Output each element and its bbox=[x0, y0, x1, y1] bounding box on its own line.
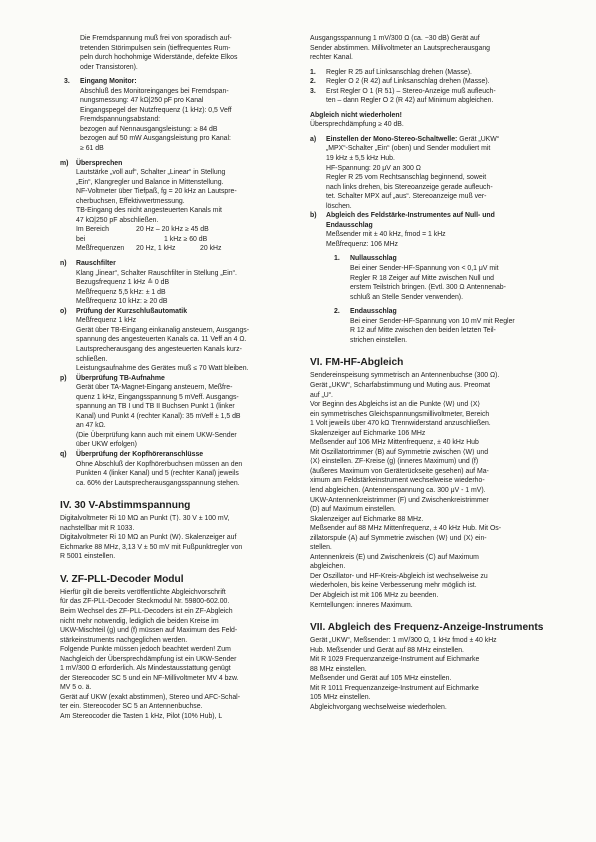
section-letter: b) bbox=[310, 212, 317, 220]
text-line: Vor Beginn des Abgleichs ist an die Punkte ⟨W⟩ und ⟨X⟩ bbox=[310, 401, 481, 409]
text-line: Gerät über TB-Eingang einkanalig ansteuern, Ausgangs- bbox=[76, 326, 250, 334]
text-line: oder Transistoren). bbox=[80, 63, 138, 71]
step-list-item: 3. Erst Regler O 1 (R 51) – Stereo-Anzeige muß aufleuch- ten – dann Regler O 2 (R 42) auf Minimum abgleichen. bbox=[310, 87, 558, 106]
section-b-field-strength bbox=[310, 211, 558, 345]
text-line: ca. 60% der Lautsprecherausgangsspannung stehen. bbox=[76, 479, 240, 487]
text-line: cherbuchsen, Effektivwertmessung. bbox=[76, 197, 185, 205]
text-line: Meßfrequenz 5,5 kHz: ± 1 dB bbox=[76, 288, 166, 296]
section-o-short-circuit bbox=[60, 307, 316, 374]
text-line: nachstellbar mit R 1033. bbox=[60, 524, 135, 532]
right-column bbox=[310, 34, 558, 712]
section-letter: a) bbox=[310, 135, 317, 143]
section-letter: o) bbox=[60, 307, 67, 315]
text-line: Hub. Meßsender und Gerät auf 88 MHz einstellen. bbox=[310, 646, 464, 654]
text-line: der Stereocoder SC 5 und ein NF-Millivoltmeter MV 4 bzw. bbox=[60, 674, 239, 682]
text-line: Skalenzeiger auf Eichmarke 106 MHz bbox=[310, 429, 426, 437]
text-line: UKW-Mischteil (g) und (f) müssen auf Maximum des Feld- bbox=[60, 627, 238, 635]
text-line: ein symmetrisches Gleichspannungsmillivoltmeter, Bereich bbox=[310, 410, 490, 418]
section-heading: IV. 30 V-Abstimmspannung bbox=[60, 500, 191, 512]
text-line: Gerät über TA-Magnet-Eingang ansteuern, Meßfre- bbox=[76, 384, 233, 392]
text-line: Übersprechdämpfung ≥ 40 dB. bbox=[310, 121, 404, 129]
text-line: 47 kΩ|250 pF abschließen. bbox=[76, 216, 159, 224]
text-line: Leistungsaufnahme des Gerätes muß ≤ 70 Watt bleiben. bbox=[76, 365, 249, 373]
text-line: 1 mV/300 Ω erforderlich. Als Mindestausstattung genügt bbox=[60, 665, 231, 673]
text-line: Gerät „UKW“, Scharfabstimmung und Muting aus. Preomat bbox=[310, 381, 490, 389]
text-line: Am Stereocoder die Tasten 1 kHz, Pilot (10% Hub), L bbox=[60, 713, 223, 720]
section-title: Endausschlag bbox=[326, 221, 373, 229]
text-line: Abschluß des Monitoreinganges bei Fremdspan- bbox=[80, 87, 229, 95]
text-line: Mit R 1029 Frequenzanzeige-Instrument auf Eichmarke bbox=[310, 656, 480, 664]
text-line: Bezugsfrequenz 1 kHz ≙ 0 dB bbox=[76, 279, 170, 287]
text-line: TB-Eingang des nicht angesteuerten Kanals mit bbox=[76, 207, 222, 215]
text-line: nicht mehr notwendig, lediglich die beiden Kreise im bbox=[60, 617, 219, 625]
text-line: bezogen auf Nennausgangsleistung: ≥ 84 dB bbox=[80, 125, 218, 133]
sub-step-title: Nullausschlag bbox=[350, 255, 397, 263]
text-line: Ausgangsspannung 1 mV/300 Ω (ca. −30 dB) Gerät auf bbox=[310, 35, 480, 42]
repeat-warning: Abgleich nicht wiederholen! bbox=[310, 111, 402, 119]
text-line: Punkten 4 (linker Kanal) und 5 (rechter Kanal) jeweils bbox=[76, 470, 239, 478]
text-line: quenz 1 kHz, Eingangsspannung 5 mVeff. Ausgangs- bbox=[76, 393, 239, 401]
measurement-row: bei 1 kHz ≥ 60 dB bbox=[76, 235, 208, 243]
text-line: Klang „linear“, Schalter Rauschfilter in Stellung „Ein“. bbox=[76, 269, 237, 277]
text-line: Meßsender mit ± 40 kHz, fmod = 1 kHz bbox=[326, 231, 446, 239]
text-line: Gerät „UKW“, Meßsender: 1 mV/300 Ω, 1 kHz fmod ± 40 kHz bbox=[310, 637, 497, 645]
step-list-item: 1. Regler R 25 auf Linksanschlag drehen (Masse). bbox=[310, 68, 558, 78]
text-line: stellen. bbox=[310, 544, 332, 552]
section-title: Prüfung der Kurzschlußautomatik bbox=[76, 307, 188, 315]
text-line: MV 5 o. ä. bbox=[60, 684, 92, 692]
section-title: Überprüfung der Kopfhöreranschlüsse bbox=[76, 450, 204, 458]
measurement-row: Im Bereich 20 Hz – 20 kHz ≥ 45 dB bbox=[76, 226, 209, 234]
text-line: spannung des angesteuerten Kanals ca. 11 Veff an 4 Ω. bbox=[76, 336, 247, 344]
section-heading: VI. FM-HF-Abgleich bbox=[310, 357, 404, 369]
text-line: (D) auf Maximum einstellen. bbox=[310, 506, 396, 514]
text-line: Ohne Abschluß der Kopfhörerbuchsen müssen an den bbox=[76, 460, 243, 468]
text-line: Beim Wechsel des ZF-PLL-Decoders ist ein ZF-Abgleich bbox=[60, 607, 233, 615]
text-line: strichen einstellen. bbox=[350, 336, 408, 344]
step-list-item: 2. Regler O 2 (R 42) auf Linksanschlag drehen (Masse). bbox=[310, 77, 558, 87]
sub-step: 2. Endausschlag Bei einer Sender-HF-Spannung von 10 mV mit Regler R 12 auf Mitte zwischen den beiden letzten Teil- strichen einstellen. bbox=[326, 307, 558, 345]
text-line: Meßfrequenz: 106 MHz bbox=[326, 240, 398, 248]
text-line: Kerntellungen: inneres Maximum. bbox=[310, 601, 413, 609]
text-line: nach links drehen, bis Stereoanzeige gerade aufleuch- bbox=[326, 183, 493, 191]
section-a-mono-stereo: a) Einstellen der Mono-Stereo-Schaltwelle: Gerät „UKW“ „MPX“-Schalter „Ein“ (oben) und Sender moduliert mit 19 kHz ± 5,5 kHz Hub. HF-Spannung: 20 μV an 300 Ω Regler R 25 vom Rechtsanschlag beginnend, soweit nach links drehen, bis Stereoanzeige gerade aufleuch- tet. Schalter MPX auf „aus“. Stereoanzeige muß ver- löschen. bbox=[310, 135, 558, 211]
text-line: Lautsprecherausgang des angesteuerten Kanals kurz- bbox=[76, 345, 242, 353]
text-line: Digitalvoltmeter Ri 10 MΩ an Punkt ⟨W⟩. Skalenzeiger auf bbox=[60, 534, 237, 542]
text-line: schluß an Stelle Sender verwenden). bbox=[350, 293, 463, 301]
section-vi-fm-hf bbox=[310, 357, 558, 610]
section-letter: n) bbox=[60, 260, 67, 268]
text-line: bezogen auf 50 mW Ausgangsleistung pro Kanal: bbox=[80, 135, 231, 143]
text-line: Sendereinspeisung symmetrisch an Antennenbuchse (300 Ω). bbox=[310, 372, 500, 380]
text-line: ter ein. Stereocoder SC 5 an Antennenbuchse. bbox=[60, 703, 203, 711]
section-letter: p) bbox=[60, 374, 67, 382]
sub-step-title: Endausschlag bbox=[350, 308, 397, 316]
text-line: abgleichen. bbox=[310, 563, 346, 571]
text-line: Meßfrequenz 1 kHz bbox=[76, 317, 137, 325]
text-line: ⟨X⟩ einstellen. ZF-Kreise (g) (inneres Maximum) und (f) bbox=[310, 458, 479, 466]
text-line: spannung an TB I und TB II Buchsen Punkt 1 (linker bbox=[76, 403, 235, 411]
text-line: Mit R 1011 Frequenzanzeige-Instrument auf Eichmarke bbox=[310, 684, 479, 692]
text-line: (äußeres Maximum von Geräterückseite gesehen) auf Ma- bbox=[310, 467, 489, 475]
intro-paragraph bbox=[60, 34, 316, 72]
text-line: an 47 kΩ. bbox=[76, 422, 106, 430]
intro-paragraph bbox=[310, 34, 558, 63]
text-line: 1 Volt jeweils über 470 kΩ Trennwiderstand anzuschließen. bbox=[310, 420, 491, 428]
text-line: 105 MHz einstellen. bbox=[310, 694, 371, 702]
text-line: Abgleichvorgang wechselweise wiederholen. bbox=[310, 703, 447, 711]
text-line: schließen. bbox=[76, 355, 108, 363]
text-line: tet. Schalter MPX auf „aus“. Stereoanzeige muß ver- bbox=[326, 193, 487, 201]
text-line: UKW-Antennenkreistrimmer (F) und Zwischenkreistrimmer bbox=[310, 496, 489, 504]
text-line: ximum am Feldstärkeinstrument wechselweise wiederho- bbox=[310, 477, 485, 485]
section-iv-tuning-voltage bbox=[60, 500, 316, 562]
text-line: nungsmessung: 47 kΩ|250 pF pro Kanal bbox=[80, 97, 204, 105]
text-line: Skalenzeiger auf Eichmarke 88 MHz. bbox=[310, 515, 424, 523]
text-line: NF-Voltmeter über Tiefpaß, fg = 20 kHz an Lautspre- bbox=[76, 188, 237, 196]
section-title: Eingang Monitor: bbox=[80, 78, 137, 86]
section-vii-frequency-display bbox=[310, 622, 558, 712]
section-q-headphones bbox=[60, 450, 316, 488]
section-letter: q) bbox=[60, 450, 67, 458]
text-line: wiederholen, bis keine Verbesserung mehr möglich ist. bbox=[310, 582, 477, 590]
text-line: lend abgleichen. (Antennenspannung ca. 300 μV - 1 mV). bbox=[310, 486, 486, 494]
section-p-tape-recording bbox=[60, 374, 316, 450]
text-line: Meßfrequenz 10 kHz: ≥ 20 dB bbox=[76, 298, 168, 306]
text-line: Meßsender auf 88 MHz Mittenfrequenz, ± 40 kHz Hub. Mit Os- bbox=[310, 525, 502, 533]
text-line: erstem Teilstrich bringen. (Evtl. 300 Ω Antennenab- bbox=[350, 284, 506, 292]
text-line: Eingangspegel der Nutzfrequenz (1 kHz): 0,5 Veff bbox=[80, 106, 232, 114]
text-line: Erst Regler O 1 (R 51) – Stereo-Anzeige muß aufleuch- bbox=[326, 87, 496, 95]
text-line: Die Fremdspannung muß frei von sporadisch auf- bbox=[80, 35, 232, 42]
text-line: Bei einer Sender-HF-Spannung von 10 mV mit Regler bbox=[350, 317, 515, 325]
text-line: Der Oszillator- und HF-Kreis-Abgleich ist wechselweise zu bbox=[310, 572, 488, 580]
text-line: Antennenkreis (E) und Zwischenkreis (C) auf Maximum bbox=[310, 553, 479, 561]
text-line: Folgende Punkte müssen jedoch beachtet werden! Zum bbox=[60, 646, 231, 654]
text-line: Der Abgleich ist mit 106 MHz zu beenden. bbox=[310, 591, 439, 599]
left-column bbox=[60, 34, 316, 722]
text-line: zillatorspule (A) auf Symmetrie zwischen ⟨W⟩ und ⟨X⟩ ein- bbox=[310, 534, 487, 542]
text-line: stärkeinstruments nachgeglichen werden. bbox=[60, 636, 188, 644]
text-line: Regler R 25 vom Rechtsanschlag beginnend, soweit bbox=[326, 174, 487, 182]
text-line: (Die Überprüfung kann auch mit einem UKW-Sender bbox=[76, 431, 237, 439]
text-line: Bei einer Sender-HF-Spannung von < 0,1 μV mit bbox=[350, 265, 499, 273]
text-line: HF-Spannung: 20 μV an 300 Ω bbox=[326, 164, 421, 172]
text-line: R 12 auf Mitte zwischen den beiden letzten Teil- bbox=[350, 327, 496, 335]
section-title: Übersprechen bbox=[76, 159, 123, 167]
text-line: Eichmarke 88 MHz, 3,13 V ± 50 mV mit Fußpunktregler von bbox=[60, 543, 243, 551]
text-line: 88 MHz einstellen. bbox=[310, 665, 367, 673]
sub-step: 1. Nullausschlag Bei einer Sender-HF-Spannung von < 0,1 μV mit Regler R 18 Zeiger auf Mitte zwischen Null und erstem Teilstrich bringen. (Evtl. 300 Ω Antennenab- schluß an Stelle Sender verwenden). bbox=[326, 254, 558, 302]
text-line: Regler R 18 Zeiger auf Mitte zwischen Null und bbox=[350, 274, 495, 282]
measurement-row: Meßfrequenzen 20 Hz, 1 kHz 20 kHz bbox=[76, 245, 222, 253]
text-line: Nachgleich der Übersprechdämpfung ist ein UKW-Sender bbox=[60, 655, 237, 663]
section-title: Einstellen der Mono-Stereo-Schaltwelle: bbox=[326, 135, 458, 143]
text-line: Regler O 2 (R 42) auf Linksanschlag drehen (Masse). bbox=[326, 78, 490, 86]
text-line: Kanal) und Punkt 4 (rechter Kanal): 35 mVeff ± 1,5 dB bbox=[76, 412, 241, 420]
text-line: Digitalvoltmeter Ri 10 MΩ an Punkt ⟨T⟩. 30 V ± 100 mV, bbox=[60, 515, 230, 523]
text-line: „MPX“-Schalter „Ein“ (oben) und Sender moduliert mit bbox=[326, 145, 491, 153]
section-title: Abgleich des Feldstärke-Instrumentes auf Null- und bbox=[326, 212, 495, 220]
text-line: ≥ 61 dB bbox=[80, 145, 104, 153]
text-line: über UKW erfolgen) bbox=[76, 441, 137, 449]
text-line: Meßsender und Gerät auf 105 MHz einstellen. bbox=[310, 675, 452, 683]
text-line: Meßsender auf 106 MHz Mittenfrequenz, ± 40 kHz Hub bbox=[310, 439, 479, 447]
section-title: Rauschfilter bbox=[76, 260, 116, 268]
text-line: Lautstärke „voll auf“, Schalter „Linear“ in Stellung bbox=[76, 169, 226, 177]
section-heading: VII. Abgleich des Frequenz-Anzeige-Instruments bbox=[310, 622, 544, 634]
text-line: Sender abstimmen. Millivoltmeter an Lautsprecherausgang bbox=[310, 44, 491, 52]
section-m-crosstalk bbox=[60, 159, 316, 254]
text-line: Hierfür gilt die bereits veröffentlichte Abgleichvorschrift bbox=[60, 588, 226, 596]
text-line: tretenden Störimpulsen sein (tieffrequentes Rum- bbox=[80, 44, 231, 52]
text-line: rechter Kanal. bbox=[310, 54, 353, 62]
text-line: peln durch hochohmige Widerstände, defekte Elkos bbox=[80, 54, 238, 62]
text-line: Gerät auf UKW (exakt abstimmen), Stereo und AFC-Schal- bbox=[60, 693, 240, 701]
text-line: „Ein“, Klangregler und Balance in Mittenstellung. bbox=[76, 178, 224, 186]
section-title: Überprüfung TB-Aufnahme bbox=[76, 374, 165, 382]
text-line: löschen. bbox=[326, 202, 352, 210]
text-line: für das ZF-PLL-Decoder Steckmodul Nr. 59800-602.00. bbox=[60, 598, 230, 606]
text-line: Fremdspannungsabstand: bbox=[80, 116, 161, 124]
section-number: 3. bbox=[64, 78, 70, 86]
text-line: Regler R 25 auf Linksanschlag drehen (Masse). bbox=[326, 68, 472, 76]
text-line: 19 kHz ± 5,5 kHz Hub. bbox=[326, 155, 395, 163]
section-heading: V. ZF-PLL-Decoder Modul bbox=[60, 573, 184, 585]
text-line: R 5001 einstellen. bbox=[60, 553, 116, 561]
section-3-monitor bbox=[60, 77, 316, 153]
text-line: auf „U“. bbox=[310, 391, 333, 399]
section-letter: m) bbox=[60, 159, 69, 167]
text-line: ten – dann Regler O 2 (R 42) auf Minimum abgleichen. bbox=[326, 97, 494, 105]
section-n-noise-filter bbox=[60, 259, 316, 307]
section-v-decoder-module bbox=[60, 574, 316, 722]
text-line: Mit Oszillatortrimmer (B) auf Symmetrie zwischen ⟨W⟩ und bbox=[310, 448, 489, 456]
